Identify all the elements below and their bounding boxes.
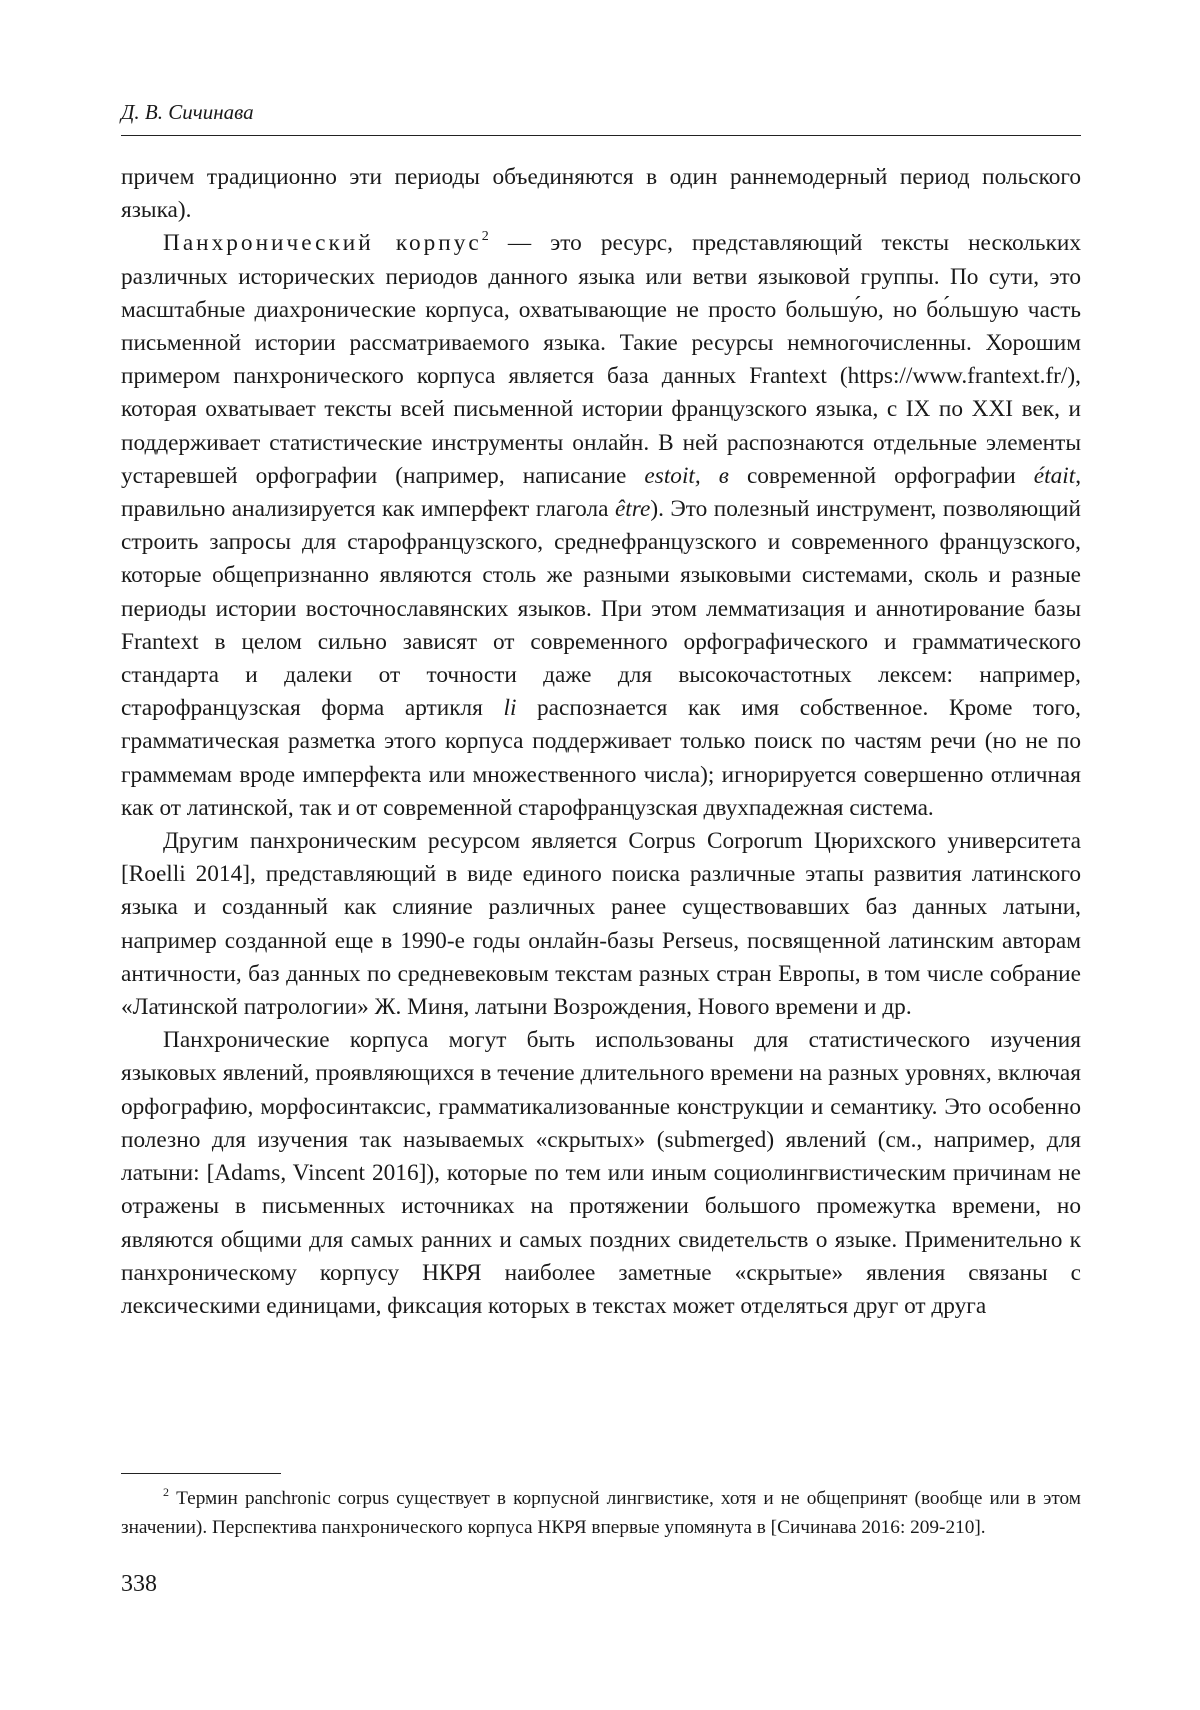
paragraph-1: причем традиционно эти периоды объединяются в один раннемодерный период польского языка). [121,164,1081,224]
header-rule [121,135,1081,136]
paragraph-2 [121,227,1081,825]
footnote-text: Термин panchronic corpus существует в корпусной лингвистике, хотя и не общепринят (вообще или в этом значении). Перспектива панхронического корпуса НКРЯ впервые упомянута в [Сичинава 2016: 209-210]. [121,1488,1081,1538]
running-title: Д. В. Сичинава [121,100,254,124]
page-number: 338 [121,1571,157,1597]
paragraph-2-text-a: — это ресурс, представляющий тексты нескольких различных исторических периодов данного языка или ветви языковой группы. По сути, это масштабные диахронические корпуса, охватывающие не просто большу́ю, но бо́льшую часть письменной истории рассматриваемого языка. Такие ресурсы немногочисленны. Хорошим примером панхронического корпуса является база данных Frantext (https://www.frantext.fr/), которая охватывает тексты всей письменной истории французского языка, с IX по XXI век, и поддерживает статистические инструменты онлайн. В ней распознаются отдельные элементы устаревшей орфографии (например, написание [121,230,1081,489]
body-text [121,161,1081,1323]
italic-estoit: estoit, в [644,462,729,489]
paragraph-2-text-d: ). Это полезный инструмент, позволяющий строить запросы для старофранцузского, среднефранцузского и современного французского, которые общепризнанно являются столь же разными языковыми системами, сколь и разные периоды истории восточнославянских языков. При этом лемматизация и аннотирование базы Frantext в целом сильно зависят от современного орфографического и грамматического стандарта и далеки от точности даже для высокочастотных лексем: например, старофранцузская форма артикля [121,496,1081,722]
paragraph-2-text-e: распознается как имя собственное. Кроме того, грамматическая разметка этого корпуса поддерживает только поиск по частям речи (но не по граммемам вроде имперфекта или множественного числа); игнорируется совершенно отличная как от латинской, так и от современной старофранцузская двухпадежная система. [121,695,1081,821]
footnote-number: 2 [163,1485,169,1499]
paragraph-2-text-c: , правильно анализируется как имперфект глагола [121,462,1082,523]
term-panchronic-corpus: Панхронический корпус [163,230,482,257]
paragraph-2-text-b: современной орфографии [728,462,1034,489]
italic-etait: était [1033,462,1076,489]
paragraph-4: Панхронические корпуса могут быть использованы для статистического изучения языковых явлений, проявляющихся в течение длительного времени на разных уровнях, включая орфографию, морфосинтаксис, грамматикализованные конструкции и семантику. Это особенно полезно для изучения так называемых «скрытых» (submerged) явлений (см., например, для латыни: [Adams, Vincent 2016]), которые по тем или иным социолингвистическим причинам не отражены в письменных источниках на протяжении большого промежутка времени, но являются общими для самых ранних и самых поздних свидетельств о языке. Применительно к панхроническому корпусу НКРЯ наиболее заметные «скрытые» явления связаны с лексическими единицами, фиксация которых в текстах может отделяться друг от друга [121,1027,1081,1319]
page [121,0,1081,1710]
paragraph-3: Другим панхроническим ресурсом является Corpus Corporum Цюрихского университета [Roelli 2014], представляющий в виде единого поиска различные этапы развития латинского языка и созданный как слияние различных ранее существовавших баз данных латыни, например созданной еще в 1990-е годы онлайн-базы Perseus, посвященной латинским авторам античности, баз данных по средневековым текстам разных стран Европы, в том числе собрание «Латинской патрологии» Ж. Миня, латыни Возрождения, Нового времени и др. [121,828,1081,1021]
italic-li: li [503,695,517,722]
italic-etre: être [614,496,651,523]
footnote-rule [121,1473,281,1474]
footnote [121,1484,1081,1542]
footnote-reference[interactable]: 2 [481,229,489,245]
